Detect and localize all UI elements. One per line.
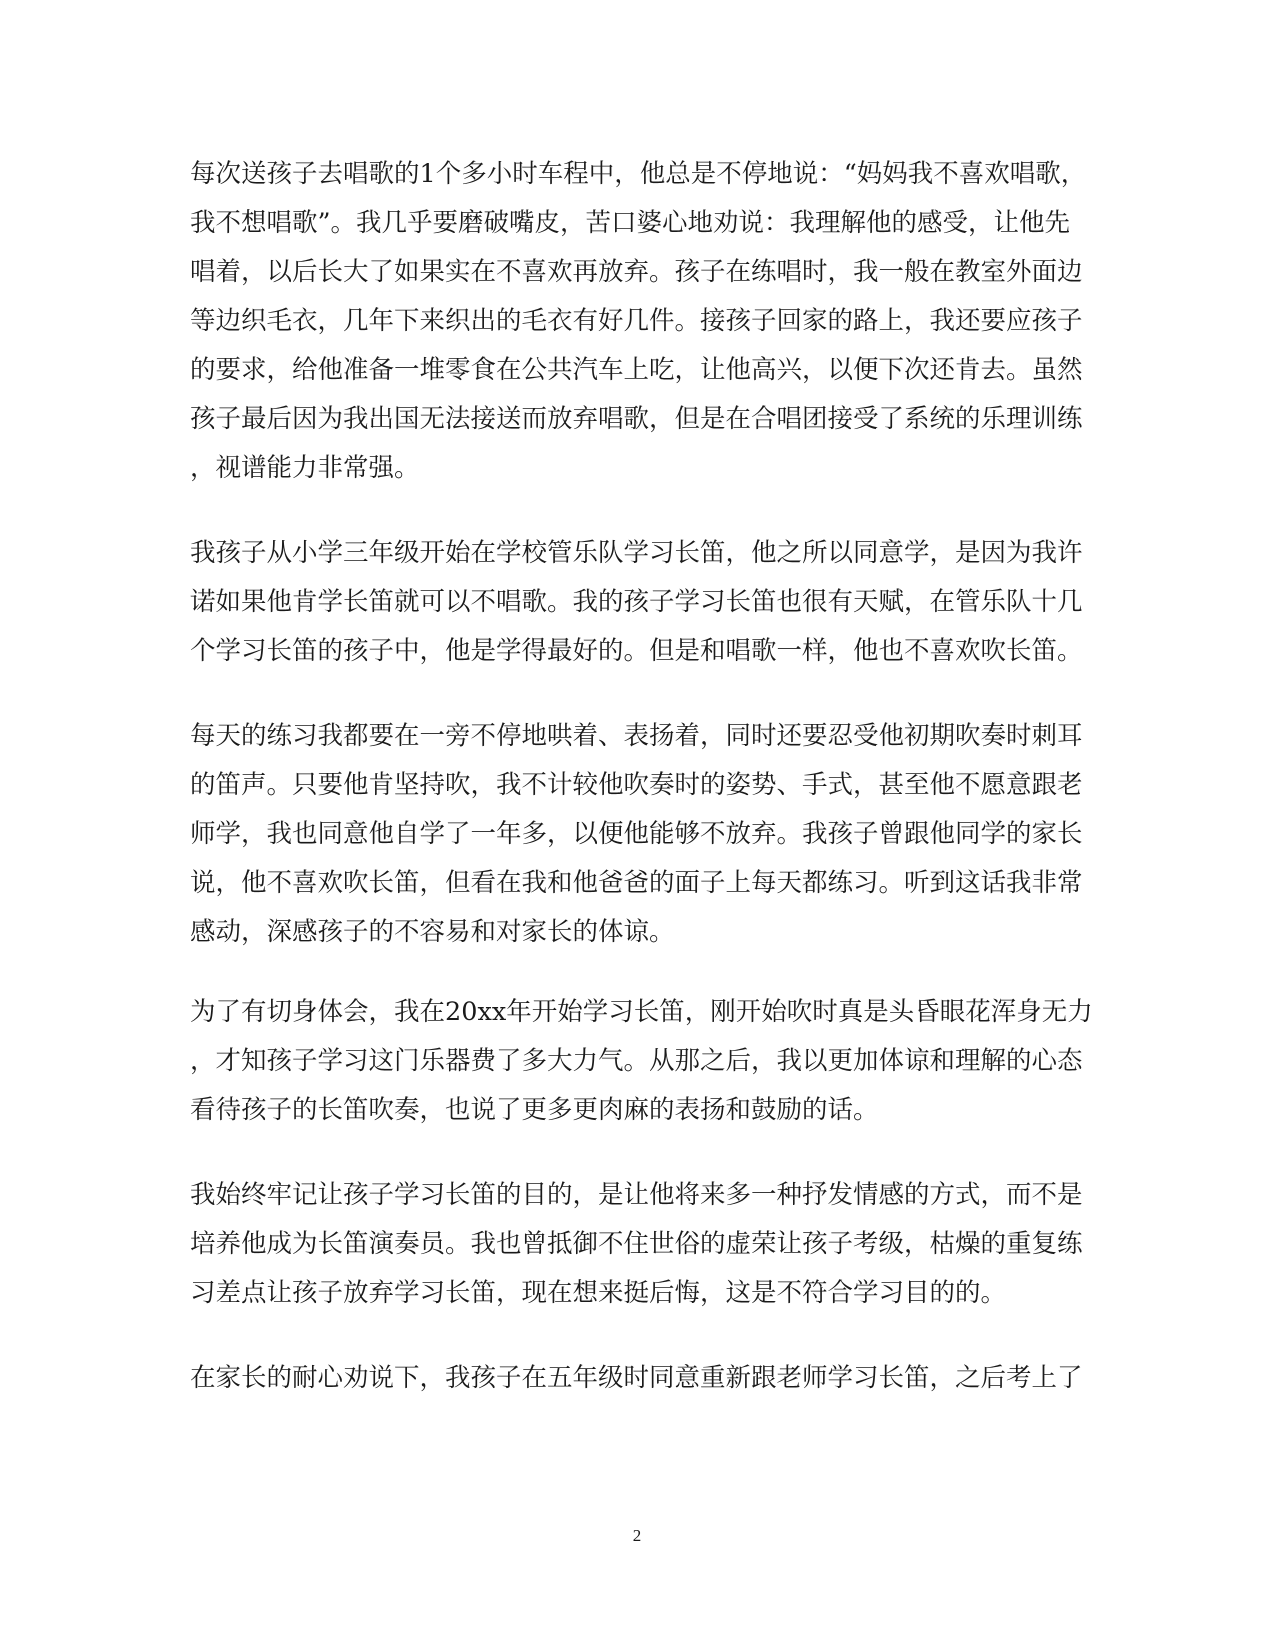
paragraph-4 xyxy=(190,988,1093,1135)
text-line: 的要求，给他准备一堆零食在公共汽车上吃，让他高兴，以便下次还肯去。虽然 xyxy=(190,355,1083,385)
text-line: 唱着，以后长大了如果实在不喜欢再放弃。孩子在练唱时，我一般在教室外面边 xyxy=(190,257,1083,287)
text-line: 看待孩子的长笛吹奏，也说了更多更肉麻的表扬和鼓励的话。 xyxy=(190,1095,879,1125)
text-line: 培养他成为长笛演奏员。我也曾抵御不住世俗的虚荣让孩子考级，枯燥的重复练 xyxy=(190,1229,1083,1259)
text-line: 个学习长笛的孩子中，他是学得最好的。但是和唱歌一样，他也不喜欢吹长笛。 xyxy=(190,636,1083,666)
text-line: 说，他不喜欢吹长笛，但看在我和他爸爸的面子上每天都练习。听到这话我非常 xyxy=(190,868,1083,898)
text-line: 孩子最后因为我出国无法接送而放弃唱歌，但是在合唱团接受了系统的乐理训练 xyxy=(190,404,1083,434)
text-line: 感动，深感孩子的不容易和对家长的体谅。 xyxy=(190,917,675,947)
text-line: 师学，我也同意他自学了一年多，以便他能够不放弃。我孩子曾跟他同学的家长 xyxy=(190,819,1083,849)
text-line: 我孩子从小学三年级开始在学校管乐队学习长笛，他之所以同意学，是因为我许 xyxy=(190,538,1083,568)
text-line: ，才知孩子学习这门乐器费了多大力气。从那之后，我以更加体谅和理解的心态 xyxy=(190,1046,1083,1076)
paragraph-1 xyxy=(190,150,1087,493)
text-line: 我不想唱歌”。我几乎要磨破嘴皮，苦口婆心地劝说：我理解他的感受，让他先 xyxy=(190,208,1071,238)
text-line: 诺如果他肯学长笛就可以不唱歌。我的孩子学习长笛也很有天赋，在管乐队十几 xyxy=(190,587,1083,617)
paragraph-5 xyxy=(190,1171,1083,1318)
text-line: 为了有切身体会，我在20xx年开始学习长笛，刚开始吹时真是头昏眼花浑身无力 xyxy=(190,997,1093,1027)
text-line: 每天的练习我都要在一旁不停地哄着、表扬着，同时还要忍受他初期吹奏时刺耳 xyxy=(190,721,1083,751)
text-line: 我始终牢记让孩子学习长笛的目的，是让他将来多一种抒发情感的方式，而不是 xyxy=(190,1180,1083,1210)
text-line: 每次送孩子去唱歌的1个多小时车程中，他总是不停地说：“妈妈我不喜欢唱歌， xyxy=(190,159,1087,189)
paragraph-3 xyxy=(190,712,1083,957)
text-line: 在家长的耐心劝说下，我孩子在五年级时同意重新跟老师学习长笛，之后考上了 xyxy=(190,1363,1083,1393)
text-line: ，视谱能力非常强。 xyxy=(190,453,420,483)
paragraph-2 xyxy=(190,529,1083,676)
text-line: 等边织毛衣，几年下来织出的毛衣有好几件。接孩子回家的路上，我还要应孩子 xyxy=(190,306,1083,336)
text-line: 习差点让孩子放弃学习长笛，现在想来挺后悔，这是不符合学习目的的。 xyxy=(190,1278,1007,1308)
paragraph-6 xyxy=(190,1354,1083,1403)
page-number: 2 xyxy=(632,1526,642,1545)
text-line: 的笛声。只要他肯坚持吹，我不计较他吹奏时的姿势、手式，甚至他不愿意跟老 xyxy=(190,770,1083,800)
